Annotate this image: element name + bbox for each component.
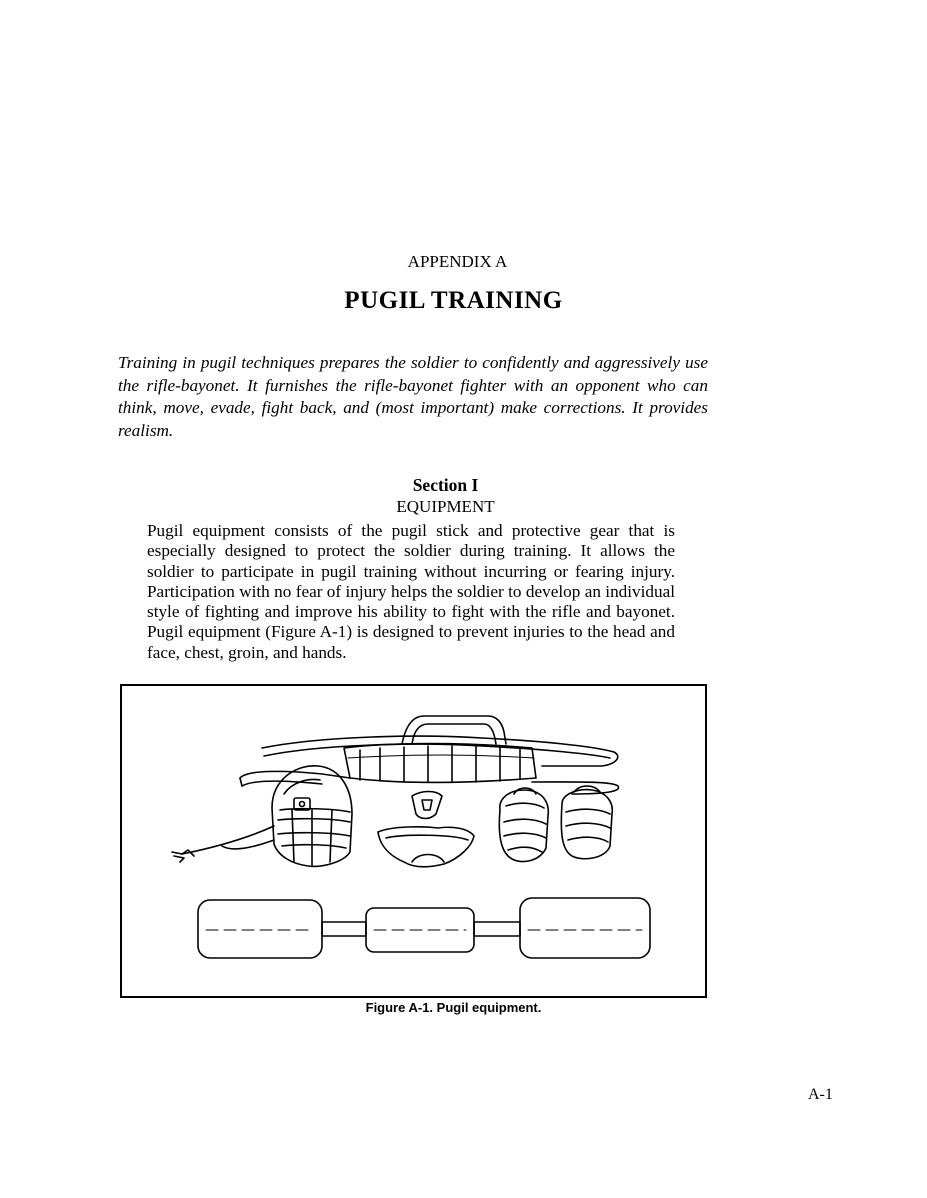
section-title: EQUIPMENT <box>396 497 495 516</box>
page-number: A-1 <box>808 1086 833 1103</box>
figure-frame <box>120 684 707 998</box>
groin-protector-illustration <box>378 792 474 867</box>
appendix-label: APPENDIX A <box>407 252 508 271</box>
figure-caption: Figure A-1. Pugil equipment. <box>365 1000 542 1015</box>
section-number: Section I <box>412 475 479 495</box>
intro-paragraph: Training in pugil techniques prepares the soldier to confidently and aggressively use the rifle-bayonet. It furnishes the rifle-bayonet fighter with an opponent who can think, move, evade, fight back, and (most important) make corrections. It provides realism. <box>118 353 708 440</box>
page-title: PUGIL TRAINING <box>344 287 563 314</box>
body-paragraph: Pugil equipment consists of the pugil stick and protective gear that is especially designed to protect the soldier during training. It allows the soldier to participate in pugil training without incurring or fearing injury. Participation with no fear of injury helps the soldier to develop an individual style of fighting and improve his ability to fight with the rifle and bayonet. Pugil equipment (Figure A-1) is designed to prevent injuries to the head and face, chest, groin, and hands. <box>147 521 675 662</box>
gloves-illustration <box>499 786 612 862</box>
pugil-equipment-illustration <box>122 686 705 996</box>
pugil-stick-illustration <box>198 898 650 958</box>
chest-protector-illustration <box>240 716 619 794</box>
